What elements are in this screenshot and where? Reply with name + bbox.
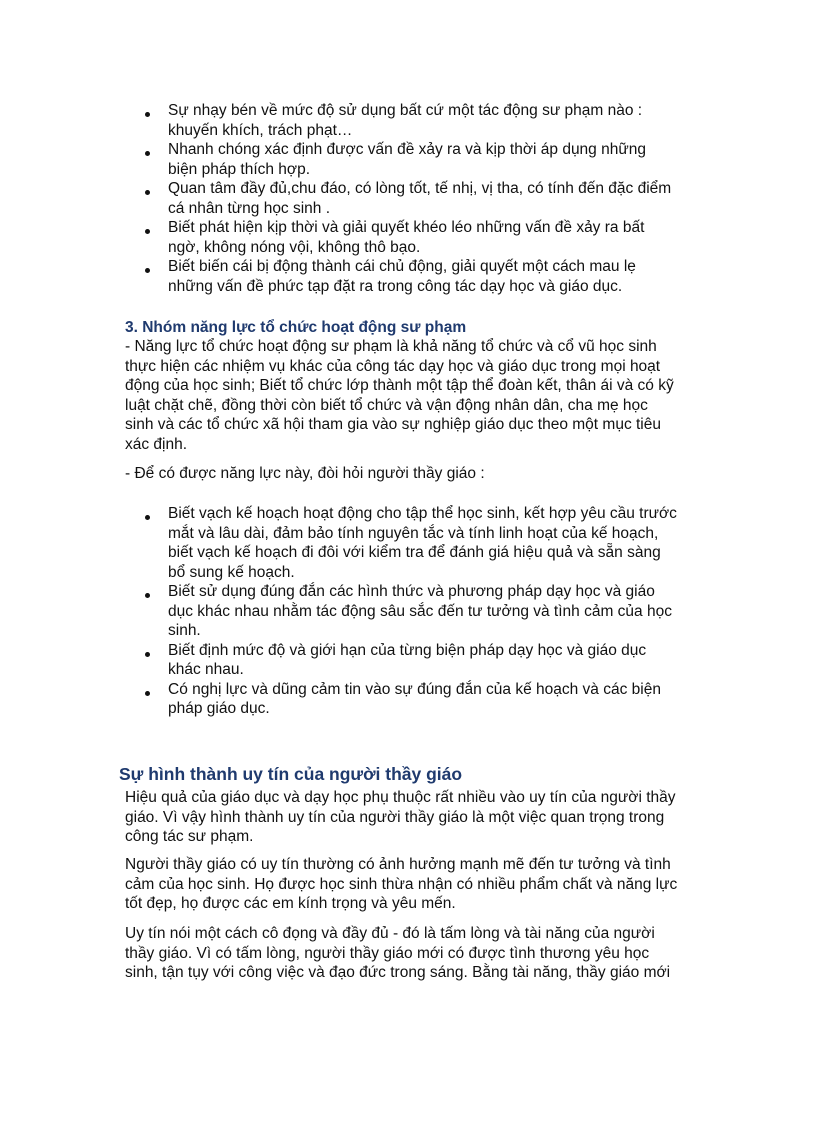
list-item [0,218,708,257]
bullet-icon [145,112,150,117]
list-item-line: sinh. [168,622,201,639]
paragraph-line: cảm của học sinh. Họ được học sinh thừa nhận có nhiều phẩm chất và năng lực [125,875,678,893]
list-item-line: khác nhau. [168,661,244,678]
bullet-icon [145,652,150,657]
list-item [0,680,708,719]
list-item-line: biết vạch kế hoạch đi đôi với kiểm tra để đánh giá hiệu quả và sẵn sàng [168,544,661,561]
list-item [0,641,708,680]
list-item-line: Nhanh chóng xác định được vấn đề xảy ra và kịp thời áp dụng những [168,141,646,158]
paragraph-line: - Năng lực tổ chức hoạt động sư phạm là khả năng tổ chức và cổ vũ học sinh [125,338,657,355]
list-item [0,101,708,140]
paragraph-line: động của học sinh; Biết tổ chức lớp thành một tập thể đoàn kết, thân ái và có kỹ [125,377,674,394]
paragraph-line: Uy tín nói một cách cô đọng và đầy đủ - đó là tấm lòng và tài năng của người [125,925,655,942]
list-item-line: Sự nhạy bén về mức độ sử dụng bất cứ một tác động sư phạm nào : [168,102,643,119]
bullet-list-top [0,101,816,296]
paragraph-line: Hiệu quả của giáo dục và dạy học phụ thuộc rất nhiều vào uy tín của người thầy [125,789,676,806]
paragraph-line: sinh, tận tụy với công việc và đạo đức trong sáng. Bằng tài năng, thầy giáo mới [125,964,671,981]
list-item-line: bổ sung kế hoạch. [168,563,295,581]
list-item-line: dục khác nhau nhằm tác động sâu sắc đến tư tưởng và tình cảm của học [168,602,672,620]
bullet-list-section3 [0,504,816,719]
section-paragraph [125,337,674,454]
paragraph-line: sinh và các tổ chức xã hội tham gia vào sự nghiệp giáo dục theo một mục tiêu [125,416,661,433]
section-heading: Sự hình thành uy tín của người thầy giáo [119,764,463,784]
bullet-icon [145,593,150,598]
list-item-line: ngờ, không nóng vội, không thô bạo. [168,238,421,256]
bullet-icon [145,691,150,696]
paragraph-line: công tác sư phạm. [125,828,254,845]
paragraph-line: thầy giáo. Vì có tấm lòng, người thầy giáo mới có được tình thương yêu học [125,944,650,962]
list-item-line: cá nhân từng học sinh . [168,199,331,217]
list-item-line: Biết vạch kế hoạch hoạt động cho tập thể học sinh, kết hợp yêu cầu trước [168,505,677,522]
bullet-icon [145,515,150,520]
list-item-line: pháp giáo dục. [168,700,270,717]
paragraph [125,788,676,847]
list-item [0,257,708,296]
list-item [0,582,708,641]
intro-line: - Để có được năng lực này, đòi hỏi người thầy giáo : [125,465,485,482]
list-item-line: mắt và lâu dài, đảm bảo tính nguyên tắc và tính linh hoạt của kế hoạch, [168,524,659,542]
list-item-line: khuyến khích, trách phạt… [168,121,353,139]
list-item-line: Quan tâm đầy đủ,chu đáo, có lòng tốt, tế nhị, vị tha, có tính đến đặc điểm [168,180,672,197]
bullet-icon [145,268,150,273]
paragraph-line: xác định. [125,435,188,453]
bullet-icon [145,151,150,156]
paragraph [125,924,670,983]
list-item-line: Biết phát hiện kịp thời và giải quyết khéo léo những vấn đề xảy ra bất [168,219,645,236]
list-item [0,179,708,218]
bullet-icon [145,190,150,195]
paragraph-line: giáo. Vì vậy hình thành uy tín của người thầy giáo là một việc quan trọng trong [125,808,665,826]
bullet-icon [145,229,150,234]
paragraph-line: luật chặt chẽ, đồng thời còn biết tổ chức và vận động nhân dân, cha mẹ học [125,396,648,414]
section-heading: 3. Nhóm năng lực tổ chức hoạt động sư phạm [125,319,467,336]
paragraph [125,855,677,914]
list-item-line: Có nghị lực và dũng cảm tin vào sự đúng đắn của kế hoạch và các biện [168,680,661,698]
paragraph-line: tốt đẹp, họ được các em kính trọng và yêu mến. [125,895,456,912]
paragraph-line: thực hiện các nhiệm vụ khác của công tác dạy học và giáo dục trong mọi hoạt [125,357,661,375]
list-item [0,504,708,582]
list-item [0,140,708,179]
list-item-line: Biết định mức độ và giới hạn của từng biện pháp dạy học và giáo dục [168,641,647,659]
list-item-line: Biết sử dụng đúng đắn các hình thức và phương pháp dạy học và giáo [168,583,655,600]
paragraph-line: Người thầy giáo có uy tín thường có ảnh hưởng mạnh mẽ đến tư tưởng và tình [125,856,671,873]
list-item-line: biện pháp thích hợp. [168,160,311,178]
list-item-line: những vấn đề phức tạp đặt ra trong công tác dạy học và giáo dục. [168,277,623,295]
section-intro [125,464,485,484]
list-item-line: Biết biến cái bị động thành cái chủ động, giải quyết một cách mau lẹ [168,258,636,275]
